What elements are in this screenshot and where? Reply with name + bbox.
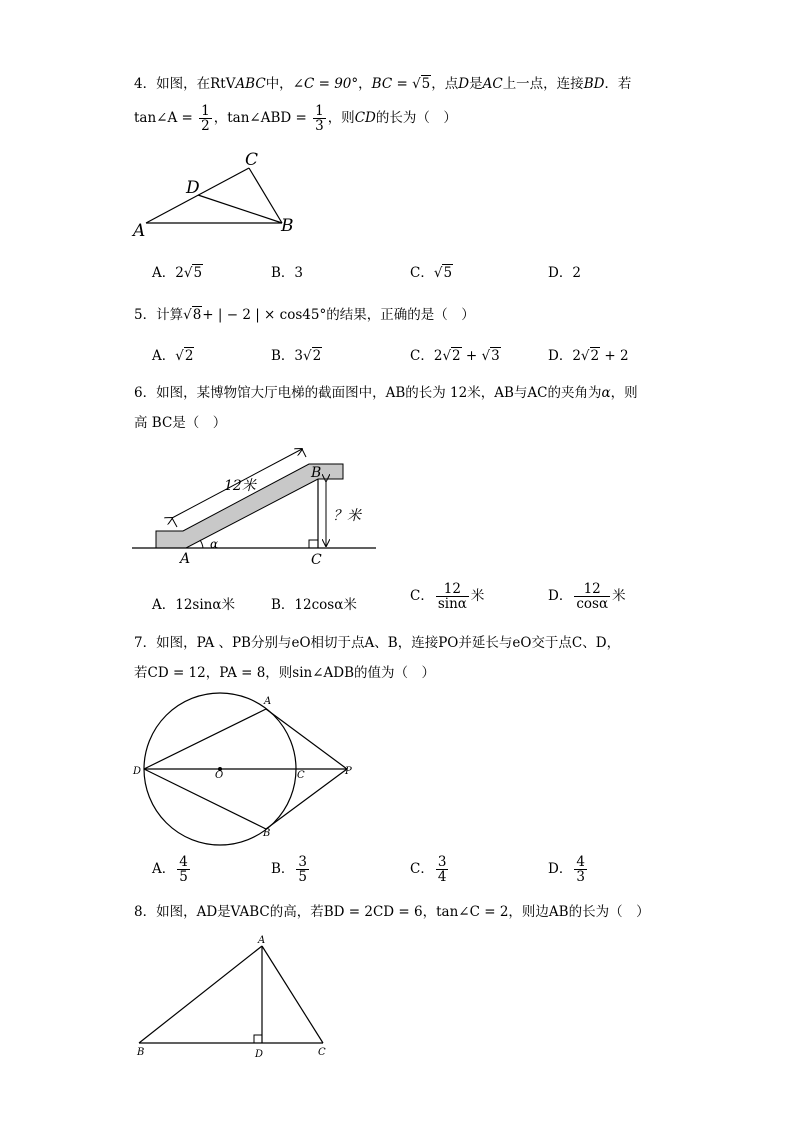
- label-B: B: [311, 465, 322, 481]
- q7-option-b: B． $\frac{3}{5}$: [271, 854, 308, 885]
- label-C: C: [311, 552, 322, 568]
- label-P: P: [345, 766, 352, 777]
- q7-stem-line2: 若CD = 12，PA = 8，则sin∠ADB的值为（ ）: [134, 665, 436, 681]
- q4-stem-line2: tan∠A = $\frac{1}{2}$ ，tan∠ABD = $\frac{1}{3}$ ，则CD的长为（ ）: [134, 103, 457, 134]
- q4-option-a: A．2√5: [152, 265, 203, 281]
- q6-option-a: A．12sinα米: [152, 597, 235, 613]
- q5-option-c: C．2√2 + √3: [410, 348, 500, 364]
- label-A: A: [133, 221, 146, 241]
- label-B: B: [137, 1047, 145, 1058]
- q5-option-d: D．2√2 + 2: [548, 348, 629, 364]
- label-A: A: [180, 551, 191, 567]
- label-C: C: [245, 150, 259, 170]
- q8-stem: 8．如图，AD是VABC的高，若BD = 2CD = 6，tan∠C = 2，则边AB的长为（ ）: [134, 904, 650, 920]
- q5-stem: 5．计算√8+ | − 2 | × cos45°的结果，正确的是（ ）: [134, 307, 475, 323]
- label-O: O: [215, 770, 224, 781]
- label-alpha: α: [210, 537, 219, 551]
- label-A: A: [258, 935, 266, 946]
- label-C: C: [318, 1047, 326, 1058]
- q6-option-d: D． $\frac{12}{\cos\alpha}$ 米: [548, 581, 626, 612]
- label-D: D: [186, 178, 200, 198]
- q6-option-c: C． $\frac{12}{\sin\alpha}$ 米: [410, 581, 485, 612]
- length-label: 12米: [224, 478, 256, 494]
- label-C: C: [297, 770, 305, 781]
- label-D: D: [133, 766, 142, 777]
- q4-option-d: D．2: [548, 265, 581, 281]
- q4-option-b: B．3: [271, 265, 304, 281]
- label-D: D: [255, 1049, 264, 1060]
- fraction: $\frac{1}{3}$: [315, 103, 324, 134]
- q7-option-d: D． $\frac{4}{3}$: [548, 854, 585, 885]
- q5-option-a: A．√2: [152, 348, 194, 364]
- height-label: ？米: [333, 508, 361, 524]
- q6-option-b: B．12cosα米: [271, 597, 357, 613]
- q4-stem-line1: 4．如图，在RtVABC中，∠C = 90°，BC = √5，点D是AC上一点，连接BD．若: [134, 76, 632, 92]
- q5-option-b: B．3√2: [271, 348, 322, 364]
- fraction: $\frac{1}{2}$: [201, 103, 210, 134]
- q7-option-c: C． $\frac{3}{4}$: [410, 854, 447, 885]
- label-B: B: [263, 828, 271, 839]
- q7-option-a: A． $\frac{4}{5}$: [152, 854, 188, 885]
- label-B: B: [281, 216, 294, 236]
- q6-stem-line1: 6．如图，某博物馆大厅电梯的截面图中，AB的长为 12米，AB与AC的夹角为α，则: [134, 385, 638, 401]
- q7-stem-line1: 7．如图，PA 、PB分别与eO相切于点A、B，连接PO并延长与eO交于点C、D，: [134, 635, 621, 651]
- label-A: A: [264, 696, 272, 707]
- q4-option-c: C．√5: [410, 265, 453, 281]
- q6-stem-line2: 高 BC是（ ）: [134, 415, 227, 431]
